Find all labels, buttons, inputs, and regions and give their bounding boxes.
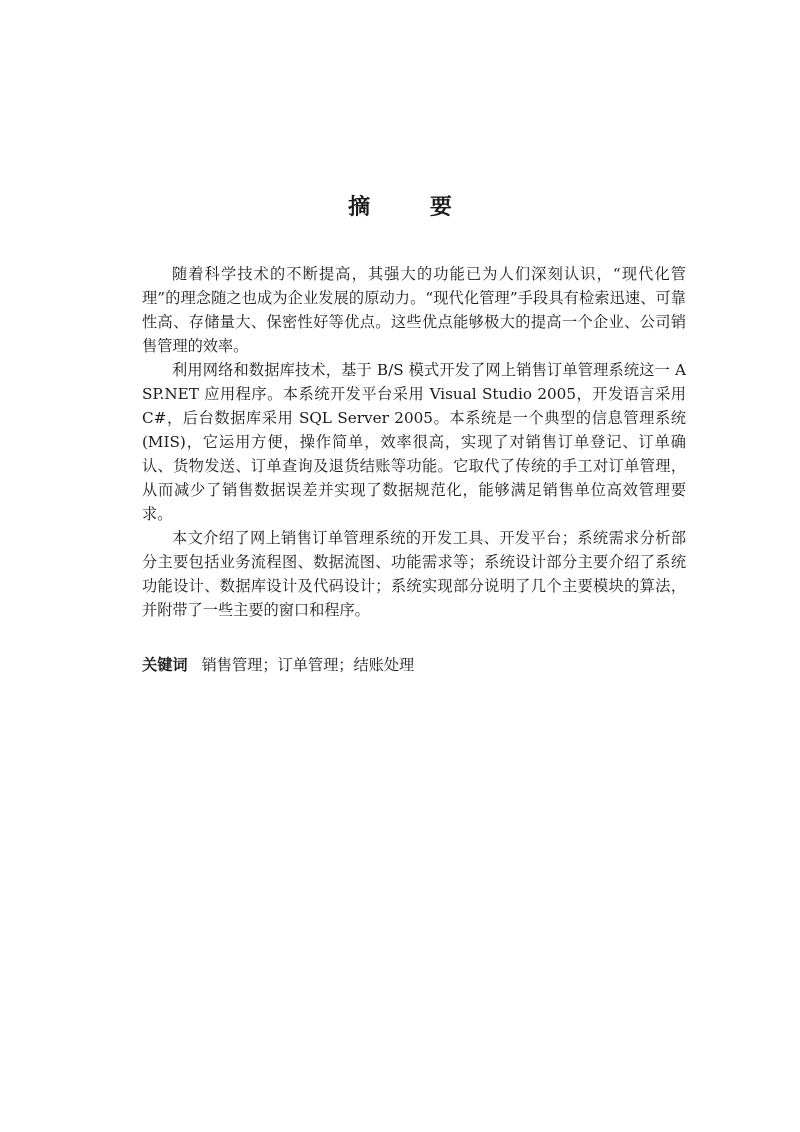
abstract-paragraph-2: 利用网络和数据库技术，基于 B/S 模式开发了网上销售订单管理系统这一 ASP.NET 应用程序。本系统开发平台采用 Visual Studio 2005，开发语言采用 C#，后台数据库采用 SQL Server 2005。本系统是一个典型的信息管理系统(MIS)，它运用方便，操作简单，效率很高，实现了对销售订单登记、订单确认、货物发送、订单查询及退货结账等功能。它取代了传统的手工对订单管理，从而减少了销售数据误差并实现了数据规范化，能够满足销售单位高效管理要求。 xyxy=(142,361,686,523)
abstract-body xyxy=(142,262,686,622)
keywords-label: 关键词 xyxy=(142,656,188,674)
keywords-values: 销售管理；订单管理；结账处理 xyxy=(201,656,415,674)
keywords-line xyxy=(142,653,686,677)
abstract-title: 摘 要 xyxy=(348,195,478,220)
abstract-paragraph-1: 随着科学技术的不断提高，其强大的功能已为人们深刻认识，“现代化管理”的理念随之也成为企业发展的原动力。“现代化管理”手段具有检索迅速、可靠性高、存储量大、保密性好等优点。这些优点能够极大的提高一个企业、公司销售管理的效率。 xyxy=(142,265,686,355)
abstract-paragraph-3: 本文介绍了网上销售订单管理系统的开发工具、开发平台；系统需求分析部分主要包括业务流程图、数据流图、功能需求等；系统设计部分主要介绍了系统功能设计、数据库设计及代码设计；系统实现部分说明了几个主要模块的算法，并附带了一些主要的窗口和程序。 xyxy=(142,529,686,619)
